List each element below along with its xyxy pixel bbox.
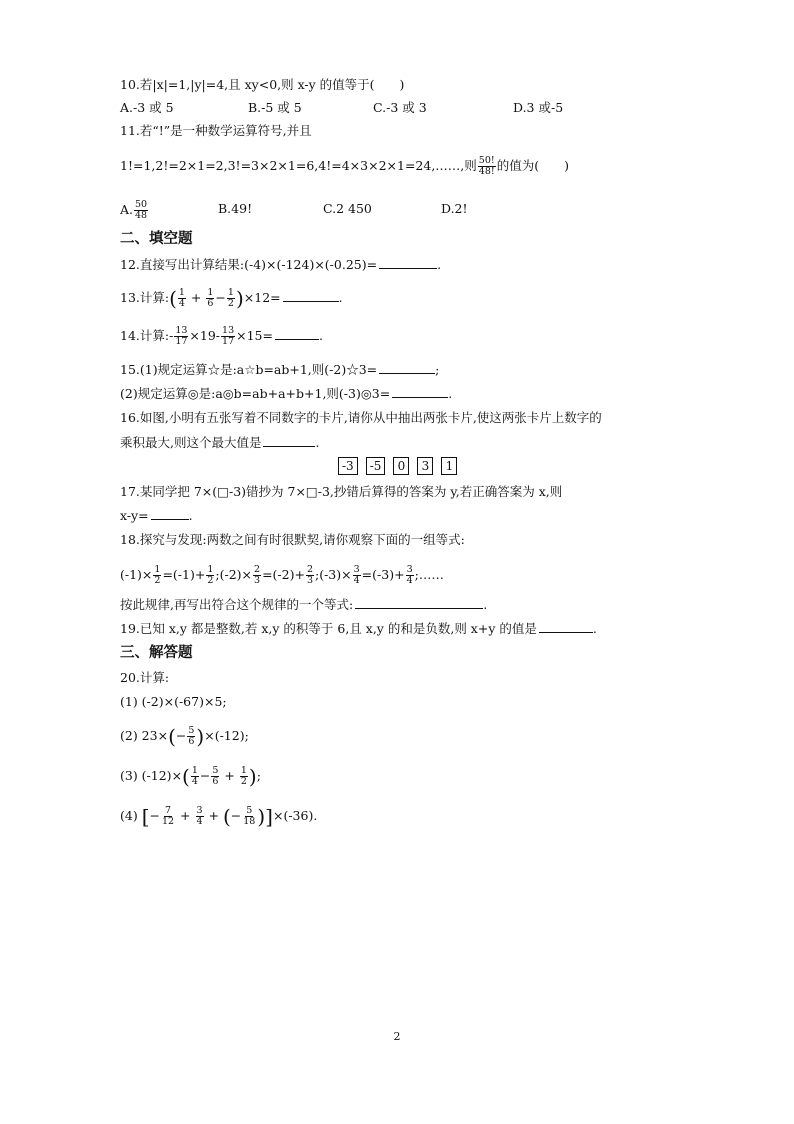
q14-post: ×15=	[236, 328, 273, 343]
q11-option-d: D.2!	[441, 201, 468, 216]
q18-e3-num: 3	[353, 564, 360, 575]
q20-p4-f3-den: 18	[243, 816, 256, 827]
page-number: 2	[393, 1030, 401, 1043]
q20-p4-post: ×(-36).	[272, 808, 318, 823]
q20-p2-den: 6	[188, 736, 195, 747]
q17-line2-text: x-y=	[120, 508, 149, 523]
q10-stem: 10.若|x|=1,|y|=4,且 xy<0,则 x-y 的值等于( )	[120, 77, 405, 92]
q18-e2a: ;(-2)×	[215, 567, 253, 582]
q10-options	[120, 99, 563, 117]
q11-options	[120, 200, 468, 221]
q17-line2	[120, 507, 193, 525]
q14-f2-num: 13	[222, 325, 235, 336]
q18-e3-den: 4	[353, 575, 360, 586]
q20-p4-pre: (4)	[120, 808, 142, 823]
q20-p4-f2-num: 3	[196, 805, 203, 816]
q14-f2-den: 17	[222, 336, 235, 347]
q13-pre: 13.计算:	[120, 290, 170, 305]
q18-tail: ;……	[414, 567, 444, 582]
q18-e1-num: 1	[154, 564, 161, 575]
q11-option-a-prefix: A.	[120, 202, 134, 217]
q13-answer-blank[interactable]	[283, 289, 339, 302]
q20-p4-f3-num: 5	[246, 805, 253, 816]
q13-f3-den: 2	[227, 298, 234, 309]
q11-fraction	[478, 156, 496, 177]
q20-p3-f2-num: 5	[212, 765, 219, 776]
q13-f3-num: 1	[227, 287, 234, 298]
q19-end: .	[592, 621, 597, 636]
q20-p2-pre: (2) 23×	[120, 728, 169, 743]
q20-p4-f1-num: 7	[165, 805, 172, 816]
q11-stem: 11.若“!”是一种数学运算符号,并且	[120, 123, 312, 138]
q11-option-a-den: 48	[135, 210, 148, 221]
q18-line1: 18.探究与发现:两数之间有时很默契,请你观察下面的一组等式:	[120, 532, 465, 547]
q18-e3b: =(-3)+	[361, 567, 405, 582]
q16-card: -5	[366, 457, 386, 475]
q14-pre: 14.计算:-	[120, 328, 174, 343]
q16-line1: 16.如图,小明有五张写着不同数字的卡片,请你从中抽出两张卡片,使这两张卡片上数字的	[120, 410, 602, 425]
q18-e3-num2: 3	[406, 564, 413, 575]
q15-part1-text: 15.(1)规定运算☆是:a☆b=ab+1,则(-2)☆3=	[120, 362, 378, 377]
q20-p3-f3-num: 1	[240, 765, 247, 776]
q18-e1b: =(-1)+	[162, 567, 206, 582]
q17-line1: 17.某同学把 7×(□-3)错抄为 7×□-3,抄错后算得的答案为 y,若正确答案为 x,则	[120, 484, 563, 499]
q18-e2-num2: 2	[306, 564, 313, 575]
q20-p2-num: 5	[188, 725, 195, 736]
q18-line3-text: 按此规律,再写出符合这个规律的一个等式:	[120, 597, 354, 612]
q13-f2-den: 6	[207, 298, 214, 309]
q15-part2-text: (2)规定运算◎是:a◎b=ab+a+b+1,则(-3)◎3=	[120, 386, 391, 401]
q16-line2-text: 乘积最大,则这个最大值是	[120, 435, 262, 450]
q16-card: 3	[417, 457, 433, 475]
q18-e1-num2: 1	[207, 564, 214, 575]
q11-option-c: C.2 450	[323, 201, 372, 216]
q11-frac-den: 48!	[478, 166, 495, 177]
q18-answer-blank[interactable]	[355, 596, 483, 609]
q14-f1-num: 13	[175, 325, 188, 336]
q20-p3-f1-num: 1	[191, 765, 198, 776]
q16-line2-end: .	[315, 435, 320, 450]
q20-p3-post: ;	[256, 768, 261, 783]
q18-equations	[120, 565, 444, 586]
q18-e1-den: 2	[154, 575, 161, 586]
q10-option-c: C.-3 或 3	[373, 100, 427, 115]
q15-part1-end: ;	[435, 362, 440, 377]
q14-f1-den: 17	[175, 336, 188, 347]
section-answer-heading: 三、解答题	[120, 645, 193, 661]
q18-e2-den2: 3	[306, 575, 313, 586]
q16-answer-blank[interactable]	[263, 434, 315, 447]
q15-part2-blank[interactable]	[392, 385, 448, 398]
q15-line2	[120, 385, 452, 403]
q10-option-b: B.-5 或 5	[248, 100, 302, 115]
q14-mid: ×19-	[189, 328, 221, 343]
q11-option-a-num: 50	[135, 199, 148, 210]
q17-line2-end: .	[188, 508, 193, 523]
q13-f2-num: 1	[207, 287, 214, 298]
q19-answer-blank[interactable]	[539, 620, 593, 633]
q20-p2-post: ×(-12);	[204, 728, 249, 743]
q20-part1: (1) (-2)×(-67)×5;	[120, 694, 227, 709]
q12-text: 12.直接写出计算结果:(-4)×(-124)×(-0.25)=	[120, 257, 378, 272]
q14-answer-blank[interactable]	[275, 327, 319, 340]
q13-post: ×12=	[243, 290, 281, 305]
q11-option-a	[120, 200, 218, 221]
q16-card: -3	[338, 457, 358, 475]
q18-e2-den: 3	[254, 575, 261, 586]
q11-frac-num: 50!	[478, 155, 495, 166]
q15-part2-end: .	[448, 386, 453, 401]
q16-card: 0	[393, 457, 409, 475]
q11-option-b: B.49!	[218, 201, 253, 216]
section-fill-in-heading: 二、填空题	[120, 231, 193, 247]
q17-answer-blank[interactable]	[151, 507, 189, 520]
q18-e1-den2: 2	[207, 575, 214, 586]
q11-line2-pre: 1!=1,2!=2×1=2,3!=3×2×1=6,4!=4×3×2×1=24,……,则	[120, 158, 477, 173]
q15-line1	[120, 361, 439, 379]
q15-part1-blank[interactable]	[379, 361, 435, 374]
q11-line2	[120, 156, 569, 177]
q19	[120, 620, 597, 638]
q16-line2	[120, 434, 319, 452]
q20-p3-pre: (3) (-12)×	[120, 768, 183, 783]
q18-e2b: =(-2)+	[262, 567, 305, 582]
q20-p3-f2-den: 6	[212, 776, 219, 787]
q13-f1-num: 1	[178, 287, 185, 298]
q11-option-a-frac	[134, 200, 148, 221]
q10-option-d: D.3 或-5	[513, 100, 564, 115]
q18-e1a: (-1)×	[120, 567, 153, 582]
q18-e2-num: 2	[254, 564, 261, 575]
q20-p3-f1-den: 4	[191, 776, 198, 787]
q20-part4: (4) [− $\frac{7}{12}$ + $\frac{3}{4}$ + (− $\frac{5}{18}$ )]×(-36).	[120, 804, 318, 829]
q16-cards	[338, 457, 457, 475]
q12-answer-blank[interactable]	[379, 256, 437, 269]
q20-p4-f2-den: 4	[196, 816, 203, 827]
q18-line3	[120, 596, 487, 614]
q13-f1-den: 4	[178, 298, 185, 309]
q16-card: 1	[441, 457, 457, 475]
q13: 13.计算:( $\frac{1}{4}$ + $\frac{1}{6}$ − $\frac{1}{2}$ )×12= .	[120, 286, 343, 311]
q18-e3-den2: 4	[406, 575, 413, 586]
q14: 14.计算:- $\frac{13}{17}$ ×19- $\frac{13}{17}$ ×15= .	[120, 325, 323, 347]
q20-p3-f3-den: 2	[240, 776, 247, 787]
q11-line2-post: 的值为( )	[496, 158, 569, 173]
q20-p4-f1-den: 12	[161, 816, 175, 827]
q19-text: 19.已知 x,y 都是整数,若 x,y 的积等于 6,且 x,y 的和是负数,则 x+y 的值是	[120, 621, 537, 636]
q20-part2: (2) 23×(− $\frac{5}{6}$ )×(-12);	[120, 724, 249, 749]
q20-part3: (3) (-12)×( $\frac{1}{4}$ − $\frac{5}{6}$ + $\frac{1}{2}$ );	[120, 764, 261, 789]
q10-option-a: A.-3 或 5	[120, 100, 174, 115]
q20-title: 20.计算:	[120, 670, 170, 685]
q18-line3-end: .	[483, 597, 488, 612]
q18-e3a: ;(-3)×	[315, 567, 352, 582]
q12: 12.直接写出计算结果:(-4)×(-124)×(-0.25)= .	[120, 257, 442, 272]
